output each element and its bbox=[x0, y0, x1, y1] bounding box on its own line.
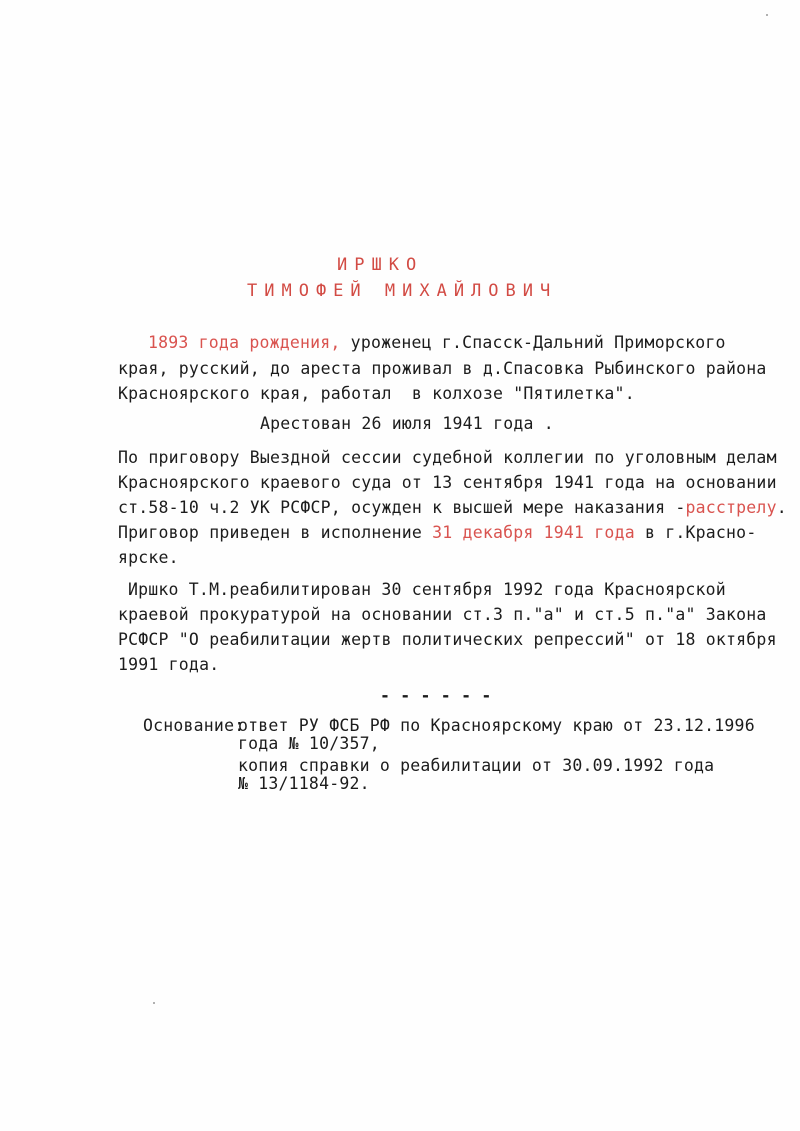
rehab-line-4: 1991 года. bbox=[118, 655, 220, 674]
basis-label: Основание: bbox=[143, 716, 245, 735]
basis-line-2: года № 10/357, bbox=[238, 734, 380, 753]
full-name: ТИМОФЕЙ МИХАЙЛОВИЧ bbox=[247, 281, 558, 301]
bio-line-1 bbox=[148, 333, 726, 353]
basis-line-1: ответ РУ ФСБ РФ по Красноярскому краю от 23.12.1996 bbox=[238, 716, 755, 735]
arrest-line: Арестован 26 июля 1941 года . bbox=[260, 414, 554, 433]
rehab-line-2: краевой прокуратурой на основании ст.3 п."а" и ст.5 п."а" Закона bbox=[118, 605, 767, 624]
birthplace: уроженец г.Спасск-Дальний Приморского bbox=[340, 333, 726, 352]
execution-place: в г.Красно- bbox=[634, 523, 757, 542]
bio-line-3: Красноярского края, работал в колхозе "Пятилетка". bbox=[118, 384, 635, 403]
separator: - - - - - - bbox=[380, 686, 492, 705]
birth-year: 1893 года рождения, bbox=[148, 333, 341, 352]
rehab-line-1: Иршко Т.М.реабилитирован 30 сентября 1992 года Красноярской bbox=[128, 580, 726, 599]
sentence-line-3 bbox=[118, 498, 787, 518]
paper-speck bbox=[153, 1002, 155, 1004]
basis-line-4: № 13/1184-92. bbox=[238, 774, 370, 793]
sentence-line-4 bbox=[118, 523, 756, 543]
execution-date: 31 декабря 1941 года bbox=[432, 523, 635, 542]
sentence-line-1: По приговору Выездной сессии судебной коллегии по уголовным делам bbox=[118, 448, 777, 467]
basis-line-3: копия справки о реабилитации от 30.09.1992 года bbox=[238, 756, 715, 775]
sentence-line-2: Красноярского краевого суда от 13 сентября 1941 года на основании bbox=[118, 473, 777, 492]
paper-speck bbox=[766, 14, 768, 16]
sentence-text: ст.58-10 ч.2 УК РСФСР, осужден к высшей мере наказания - bbox=[118, 498, 686, 517]
rehab-line-3: РСФСР "О реабилитации жертв политических репрессий" от 18 октября bbox=[118, 630, 777, 649]
sentence-line-5: ярске. bbox=[118, 548, 179, 567]
execution-text: Приговор приведен в исполнение bbox=[118, 523, 433, 542]
sentence-period: . bbox=[776, 498, 787, 517]
bio-line-2: края, русский, до ареста проживал в д.Спасовка Рыбинского района bbox=[118, 359, 767, 378]
surname: ИРШКО bbox=[337, 255, 424, 275]
sentence-type: расстрелу bbox=[685, 498, 777, 517]
